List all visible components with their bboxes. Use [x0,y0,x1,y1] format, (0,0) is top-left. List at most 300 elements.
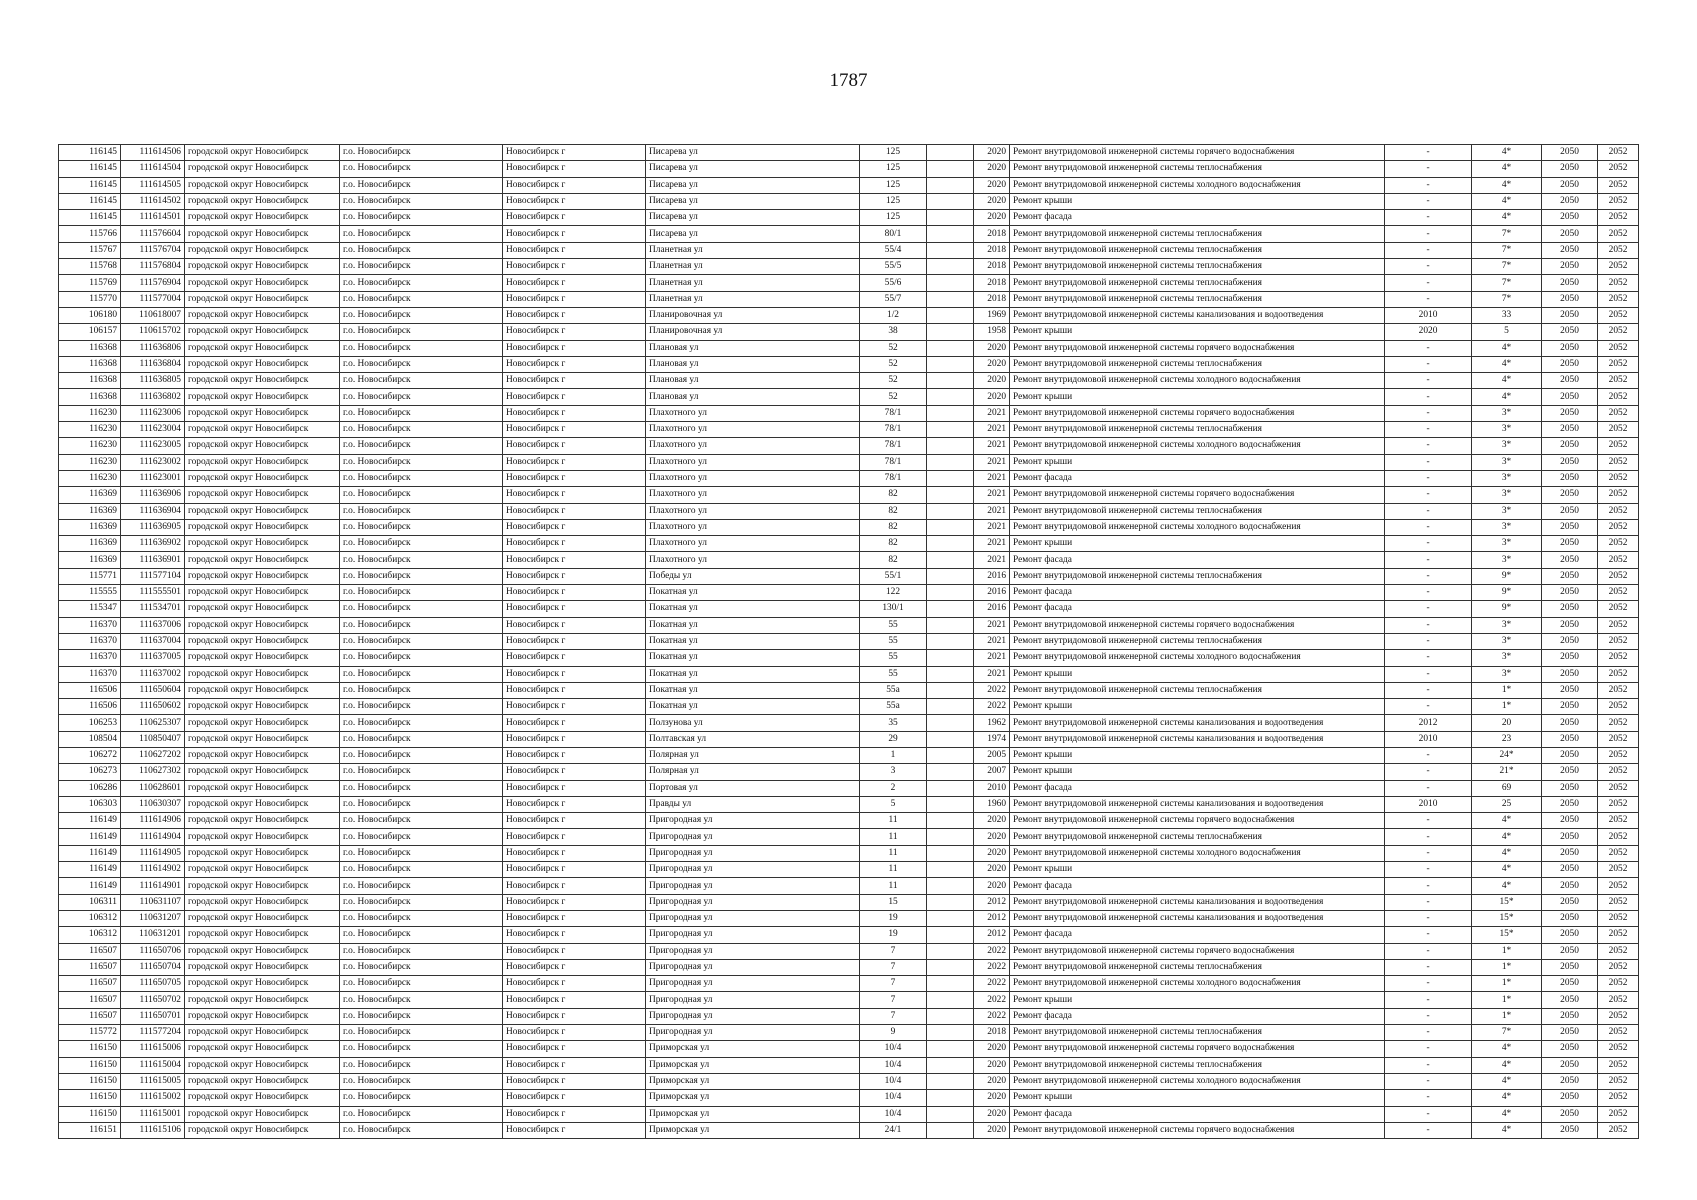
cell-building [927,666,974,682]
cell-street: Пригородная ул [646,829,860,845]
cell-year-built: 2005 [974,747,1010,763]
cell-locality: Новосибирск г [503,1008,646,1024]
cell-work-type: Ремонт внутридомовой инженерной системы горячего водоснабжения [1010,1041,1385,1057]
cell-house-id: 116507 [59,992,121,1008]
cell-building [927,470,974,486]
cell-municipal-short: г.о. Новосибирск [340,796,503,812]
cell-street: Приморская ул [646,1041,860,1057]
table-row [59,715,1639,731]
cell-repair-interval: 1* [1472,959,1542,975]
cell-municipal-short: г.о. Новосибирск [340,715,503,731]
cell-street: Планетная ул [646,242,860,258]
cell-house-number: 7 [860,943,927,959]
cell-house-id: 116149 [59,878,121,894]
cell-building [927,275,974,291]
cell-plan-start-year: 2050 [1542,894,1598,910]
cell-plan-end-year: 2052 [1598,633,1639,649]
cell-house-id: 115772 [59,1025,121,1041]
cell-house-id: 116507 [59,976,121,992]
cell-municipality: городской округ Новосибирск [185,422,340,438]
cell-locality: Новосибирск г [503,796,646,812]
cell-plan-start-year: 2050 [1542,1057,1598,1073]
cell-municipal-short: г.о. Новосибирск [340,242,503,258]
table-row [59,307,1639,323]
table-row [59,747,1639,763]
cell-year-built: 1974 [974,731,1010,747]
cell-plan-end-year: 2052 [1598,307,1639,323]
cell-locality: Новосибирск г [503,454,646,470]
cell-object-code: 110850407 [121,731,185,747]
cell-street: Планировочная ул [646,324,860,340]
cell-house-id: 116506 [59,699,121,715]
cell-street: Плановая ул [646,356,860,372]
cell-plan-start-year: 2050 [1542,438,1598,454]
cell-last-repair-year: - [1385,650,1472,666]
cell-municipal-short: г.о. Новосибирск [340,438,503,454]
cell-locality: Новосибирск г [503,715,646,731]
cell-repair-interval: 4* [1472,845,1542,861]
cell-locality: Новосибирск г [503,1025,646,1041]
cell-repair-interval: 9* [1472,568,1542,584]
table-row [59,894,1639,910]
cell-house-number: 10/4 [860,1090,927,1106]
table-row [59,813,1639,829]
cell-last-repair-year: - [1385,275,1472,291]
cell-object-code: 111555501 [121,585,185,601]
cell-year-built: 2020 [974,813,1010,829]
cell-year-built: 1960 [974,796,1010,812]
cell-street: Пригородная ул [646,927,860,943]
cell-street: Писарева ул [646,161,860,177]
cell-building [927,210,974,226]
cell-year-built: 2020 [974,161,1010,177]
cell-plan-start-year: 2050 [1542,862,1598,878]
cell-last-repair-year: - [1385,959,1472,975]
cell-year-built: 2021 [974,536,1010,552]
cell-locality: Новосибирск г [503,666,646,682]
cell-house-number: 82 [860,519,927,535]
cell-house-number: 55 [860,617,927,633]
cell-house-id: 106312 [59,927,121,943]
cell-municipality: городской округ Новосибирск [185,454,340,470]
cell-work-type: Ремонт крыши [1010,324,1385,340]
cell-work-type: Ремонт крыши [1010,764,1385,780]
cell-object-code: 111650602 [121,699,185,715]
cell-house-number: 78/1 [860,405,927,421]
cell-last-repair-year: - [1385,226,1472,242]
cell-plan-start-year: 2050 [1542,242,1598,258]
table-row [59,1057,1639,1073]
cell-object-code: 111636905 [121,519,185,535]
cell-object-code: 111650604 [121,682,185,698]
cell-municipal-short: г.о. Новосибирск [340,992,503,1008]
cell-year-built: 2020 [974,1041,1010,1057]
cell-plan-start-year: 2050 [1542,210,1598,226]
cell-plan-start-year: 2050 [1542,454,1598,470]
cell-street: Плахотного ул [646,503,860,519]
cell-work-type: Ремонт внутридомовой инженерной системы теплоснабжения [1010,503,1385,519]
cell-plan-end-year: 2052 [1598,161,1639,177]
cell-house-number: 78/1 [860,422,927,438]
cell-plan-start-year: 2050 [1542,193,1598,209]
cell-last-repair-year: - [1385,829,1472,845]
table-row [59,568,1639,584]
cell-repair-interval: 4* [1472,356,1542,372]
cell-house-id: 116369 [59,519,121,535]
table-row [59,552,1639,568]
cell-locality: Новосибирск г [503,259,646,275]
cell-year-built: 2021 [974,438,1010,454]
cell-repair-interval: 3* [1472,503,1542,519]
cell-municipality: городской округ Новосибирск [185,796,340,812]
cell-plan-end-year: 2052 [1598,373,1639,389]
cell-municipal-short: г.о. Новосибирск [340,356,503,372]
cell-work-type: Ремонт внутридомовой инженерной системы канализования и водоотведения [1010,894,1385,910]
cell-house-number: 19 [860,910,927,926]
cell-last-repair-year: - [1385,764,1472,780]
cell-municipal-short: г.о. Новосибирск [340,1057,503,1073]
cell-municipality: городской округ Новосибирск [185,992,340,1008]
cell-last-repair-year: - [1385,976,1472,992]
cell-plan-end-year: 2052 [1598,356,1639,372]
cell-plan-end-year: 2052 [1598,193,1639,209]
cell-house-id: 116369 [59,487,121,503]
cell-building [927,405,974,421]
cell-plan-start-year: 2050 [1542,291,1598,307]
cell-street: Приморская ул [646,1090,860,1106]
cell-last-repair-year: - [1385,699,1472,715]
cell-municipal-short: г.о. Новосибирск [340,177,503,193]
cell-last-repair-year: - [1385,878,1472,894]
cell-house-number: 10/4 [860,1041,927,1057]
cell-repair-interval: 4* [1472,1057,1542,1073]
cell-house-number: 82 [860,487,927,503]
cell-object-code: 111614902 [121,862,185,878]
cell-plan-start-year: 2050 [1542,503,1598,519]
cell-building [927,487,974,503]
cell-street: Пригородная ул [646,910,860,926]
cell-last-repair-year: 2010 [1385,307,1472,323]
cell-building [927,1090,974,1106]
cell-house-id: 116150 [59,1106,121,1122]
cell-repair-interval: 4* [1472,1106,1542,1122]
cell-work-type: Ремонт внутридомовой инженерной системы холодного водоснабжения [1010,438,1385,454]
cell-plan-start-year: 2050 [1542,650,1598,666]
cell-house-number: 11 [860,845,927,861]
cell-house-id: 116507 [59,1008,121,1024]
cell-work-type: Ремонт внутридомовой инженерной системы теплоснабжения [1010,633,1385,649]
cell-municipality: городской округ Новосибирск [185,568,340,584]
cell-street: Пригородная ул [646,1008,860,1024]
table-row [59,487,1639,503]
cell-repair-interval: 1* [1472,943,1542,959]
cell-work-type: Ремонт внутридомовой инженерной системы канализования и водоотведения [1010,307,1385,323]
cell-plan-end-year: 2052 [1598,910,1639,926]
cell-plan-start-year: 2050 [1542,992,1598,1008]
cell-last-repair-year: - [1385,193,1472,209]
cell-last-repair-year: - [1385,177,1472,193]
cell-street: Плановая ул [646,340,860,356]
cell-object-code: 111614504 [121,161,185,177]
cell-municipal-short: г.о. Новосибирск [340,373,503,389]
cell-work-type: Ремонт фасада [1010,1008,1385,1024]
cell-building [927,503,974,519]
cell-last-repair-year: - [1385,585,1472,601]
cell-locality: Новосибирск г [503,699,646,715]
cell-municipal-short: г.о. Новосибирск [340,226,503,242]
cell-last-repair-year: - [1385,862,1472,878]
cell-last-repair-year: - [1385,422,1472,438]
cell-work-type: Ремонт крыши [1010,193,1385,209]
cell-building [927,291,974,307]
cell-building [927,226,974,242]
cell-municipal-short: г.о. Новосибирск [340,1025,503,1041]
cell-municipal-short: г.о. Новосибирск [340,976,503,992]
cell-locality: Новосибирск г [503,976,646,992]
table-row [59,259,1639,275]
cell-repair-interval: 4* [1472,878,1542,894]
cell-house-id: 116150 [59,1057,121,1073]
cell-municipality: городской округ Новосибирск [185,845,340,861]
cell-last-repair-year: - [1385,405,1472,421]
cell-object-code: 111615004 [121,1057,185,1073]
cell-street: Писарева ул [646,210,860,226]
cell-house-id: 116149 [59,845,121,861]
cell-street: Пригородная ул [646,878,860,894]
cell-building [927,519,974,535]
cell-municipality: городской округ Новосибирск [185,927,340,943]
cell-plan-start-year: 2050 [1542,813,1598,829]
cell-repair-interval: 4* [1472,1122,1542,1138]
cell-repair-interval: 9* [1472,601,1542,617]
cell-last-repair-year: - [1385,470,1472,486]
cell-house-number: 52 [860,356,927,372]
cell-repair-interval: 4* [1472,389,1542,405]
cell-house-number: 7 [860,976,927,992]
cell-municipal-short: г.о. Новосибирск [340,193,503,209]
cell-street: Плахотного ул [646,552,860,568]
cell-municipality: городской округ Новосибирск [185,959,340,975]
cell-municipal-short: г.о. Новосибирск [340,291,503,307]
cell-repair-interval: 15* [1472,910,1542,926]
cell-locality: Новосибирск г [503,910,646,926]
cell-municipality: городской округ Новосибирск [185,519,340,535]
cell-municipal-short: г.о. Новосибирск [340,633,503,649]
cell-year-built: 2022 [974,943,1010,959]
cell-house-number: 55а [860,699,927,715]
cell-locality: Новосибирск г [503,894,646,910]
cell-house-id: 116230 [59,422,121,438]
cell-municipality: городской округ Новосибирск [185,1008,340,1024]
cell-house-id: 115766 [59,226,121,242]
cell-work-type: Ремонт крыши [1010,699,1385,715]
cell-house-number: 10/4 [860,1073,927,1089]
cell-house-id: 116368 [59,340,121,356]
cell-last-repair-year: - [1385,340,1472,356]
cell-year-built: 2020 [974,177,1010,193]
cell-municipal-short: г.о. Новосибирск [340,454,503,470]
cell-last-repair-year: - [1385,487,1472,503]
cell-locality: Новосибирск г [503,585,646,601]
cell-house-number: 125 [860,161,927,177]
table-row [59,291,1639,307]
cell-object-code: 111636902 [121,536,185,552]
cell-street: Плановая ул [646,373,860,389]
cell-municipal-short: г.о. Новосибирск [340,959,503,975]
cell-year-built: 2020 [974,356,1010,372]
cell-object-code: 111637002 [121,666,185,682]
cell-street: Пригородная ул [646,943,860,959]
cell-year-built: 1969 [974,307,1010,323]
cell-plan-end-year: 2052 [1598,731,1639,747]
cell-municipal-short: г.о. Новосибирск [340,568,503,584]
cell-last-repair-year: - [1385,552,1472,568]
cell-object-code: 111576804 [121,259,185,275]
cell-plan-end-year: 2052 [1598,1041,1639,1057]
cell-building [927,145,974,161]
cell-building [927,943,974,959]
cell-year-built: 2021 [974,487,1010,503]
cell-municipal-short: г.о. Новосибирск [340,845,503,861]
cell-locality: Новосибирск г [503,356,646,372]
cell-plan-end-year: 2052 [1598,536,1639,552]
cell-plan-start-year: 2050 [1542,601,1598,617]
cell-house-id: 106303 [59,796,121,812]
cell-year-built: 2016 [974,585,1010,601]
cell-year-built: 2020 [974,829,1010,845]
cell-locality: Новосибирск г [503,275,646,291]
table-row [59,682,1639,698]
cell-municipality: городской округ Новосибирск [185,470,340,486]
cell-house-id: 116369 [59,536,121,552]
cell-repair-interval: 33 [1472,307,1542,323]
cell-municipal-short: г.о. Новосибирск [340,422,503,438]
cell-building [927,845,974,861]
cell-locality: Новосибирск г [503,601,646,617]
table-row [59,389,1639,405]
cell-municipality: городской округ Новосибирск [185,389,340,405]
cell-locality: Новосибирск г [503,1090,646,1106]
cell-locality: Новосибирск г [503,927,646,943]
cell-plan-start-year: 2050 [1542,259,1598,275]
cell-plan-end-year: 2052 [1598,796,1639,812]
cell-house-number: 2 [860,780,927,796]
cell-locality: Новосибирск г [503,747,646,763]
cell-house-number: 7 [860,992,927,1008]
cell-municipality: городской округ Новосибирск [185,210,340,226]
cell-work-type: Ремонт внутридомовой инженерной системы теплоснабжения [1010,259,1385,275]
cell-municipality: городской округ Новосибирск [185,356,340,372]
cell-plan-end-year: 2052 [1598,976,1639,992]
cell-building [927,389,974,405]
cell-street: Писарева ул [646,226,860,242]
cell-building [927,454,974,470]
cell-repair-interval: 3* [1472,536,1542,552]
cell-plan-start-year: 2050 [1542,275,1598,291]
cell-work-type: Ремонт фасада [1010,780,1385,796]
cell-locality: Новосибирск г [503,764,646,780]
cell-street: Покатная ул [646,699,860,715]
cell-plan-start-year: 2050 [1542,307,1598,323]
cell-municipality: городской округ Новосибирск [185,1090,340,1106]
cell-year-built: 2018 [974,259,1010,275]
cell-street: Пригородная ул [646,992,860,1008]
cell-house-number: 11 [860,813,927,829]
cell-municipal-short: г.о. Новосибирск [340,780,503,796]
cell-locality: Новосибирск г [503,568,646,584]
table-row [59,145,1639,161]
cell-house-id: 116369 [59,552,121,568]
cell-municipal-short: г.о. Новосибирск [340,145,503,161]
cell-municipality: городской округ Новосибирск [185,633,340,649]
cell-plan-end-year: 2052 [1598,585,1639,601]
cell-municipality: городской округ Новосибирск [185,1041,340,1057]
cell-house-id: 116230 [59,454,121,470]
cell-locality: Новосибирск г [503,992,646,1008]
cell-object-code: 111637005 [121,650,185,666]
cell-object-code: 111637004 [121,633,185,649]
cell-municipal-short: г.о. Новосибирск [340,1041,503,1057]
cell-building [927,552,974,568]
cell-year-built: 2010 [974,780,1010,796]
cell-object-code: 111576604 [121,226,185,242]
cell-plan-end-year: 2052 [1598,666,1639,682]
cell-house-number: 1/2 [860,307,927,323]
cell-municipality: городской округ Новосибирск [185,943,340,959]
cell-house-id: 106312 [59,910,121,926]
cell-work-type: Ремонт фасада [1010,601,1385,617]
cell-plan-end-year: 2052 [1598,210,1639,226]
cell-object-code: 110631107 [121,894,185,910]
cell-plan-start-year: 2050 [1542,568,1598,584]
cell-plan-end-year: 2052 [1598,992,1639,1008]
cell-plan-start-year: 2050 [1542,389,1598,405]
cell-building [927,585,974,601]
cell-building [927,764,974,780]
cell-plan-end-year: 2052 [1598,1057,1639,1073]
cell-house-number: 29 [860,731,927,747]
cell-street: Приморская ул [646,1073,860,1089]
cell-municipal-short: г.о. Новосибирск [340,617,503,633]
cell-object-code: 111637006 [121,617,185,633]
cell-work-type: Ремонт внутридомовой инженерной системы теплоснабжения [1010,161,1385,177]
cell-building [927,601,974,617]
cell-locality: Новосибирск г [503,959,646,975]
cell-municipality: городской округ Новосибирск [185,829,340,845]
cell-object-code: 111614501 [121,210,185,226]
cell-object-code: 111623006 [121,405,185,421]
cell-plan-start-year: 2050 [1542,1025,1598,1041]
cell-repair-interval: 3* [1472,438,1542,454]
cell-year-built: 2018 [974,1025,1010,1041]
cell-object-code: 111636806 [121,340,185,356]
table-row [59,438,1639,454]
cell-street: Плахотного ул [646,470,860,486]
cell-work-type: Ремонт фасада [1010,552,1385,568]
cell-work-type: Ремонт крыши [1010,992,1385,1008]
cell-municipality: городской округ Новосибирск [185,585,340,601]
cell-work-type: Ремонт внутридомовой инженерной системы теплоснабжения [1010,242,1385,258]
cell-house-id: 115347 [59,601,121,617]
cell-object-code: 111623002 [121,454,185,470]
cell-last-repair-year: - [1385,373,1472,389]
cell-building [927,438,974,454]
cell-building [927,894,974,910]
cell-year-built: 2022 [974,699,1010,715]
table-row [59,1090,1639,1106]
cell-object-code: 111636906 [121,487,185,503]
cell-last-repair-year: - [1385,1008,1472,1024]
